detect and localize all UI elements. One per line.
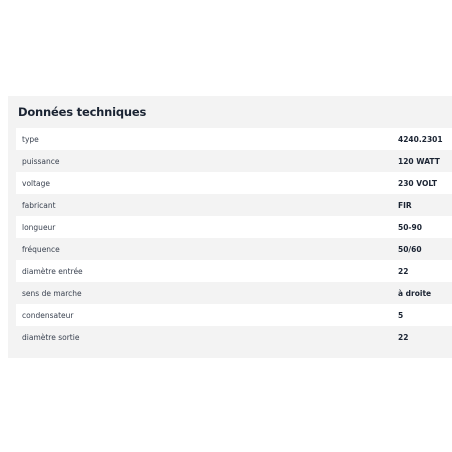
spec-label: diamètre entrée (22, 266, 83, 276)
spec-row-fabricant (16, 194, 452, 216)
spec-label: voltage (22, 178, 51, 188)
spec-label: fréquence (22, 244, 60, 254)
spec-row-diametre-sortie (16, 326, 452, 348)
technical-data-panel (8, 96, 452, 358)
spec-row-sens-de-marche (16, 282, 452, 304)
spec-label: sens de marche (22, 288, 82, 298)
spec-value: 22 (398, 266, 409, 276)
spec-value: 4240.2301 (398, 134, 443, 144)
spec-value: à droite (398, 288, 432, 298)
spec-label: puissance (22, 156, 60, 166)
spec-label: diamètre sortie (22, 332, 80, 342)
spec-value: 120 WATT (398, 156, 440, 166)
spec-value: 50/60 (398, 244, 422, 254)
spec-table (16, 128, 452, 348)
spec-label: type (22, 134, 39, 144)
spec-value: 22 (398, 332, 409, 342)
spec-value: 50-90 (398, 222, 422, 232)
spec-row-frequence (16, 238, 452, 260)
spec-row-longueur (16, 216, 452, 238)
spec-row-voltage (16, 172, 452, 194)
spec-label: condensateur (22, 310, 74, 320)
section-title: Données techniques (18, 105, 147, 119)
spec-row-diametre-entree (16, 260, 452, 282)
spec-value: 5 (398, 310, 404, 320)
spec-row-type (16, 128, 452, 150)
spec-row-condensateur (16, 304, 452, 326)
spec-label: longueur (22, 222, 56, 232)
spec-value: 230 VOLT (398, 178, 437, 188)
spec-value: FIR (398, 200, 412, 210)
spec-row-puissance (16, 150, 452, 172)
spec-label: fabricant (22, 200, 56, 210)
